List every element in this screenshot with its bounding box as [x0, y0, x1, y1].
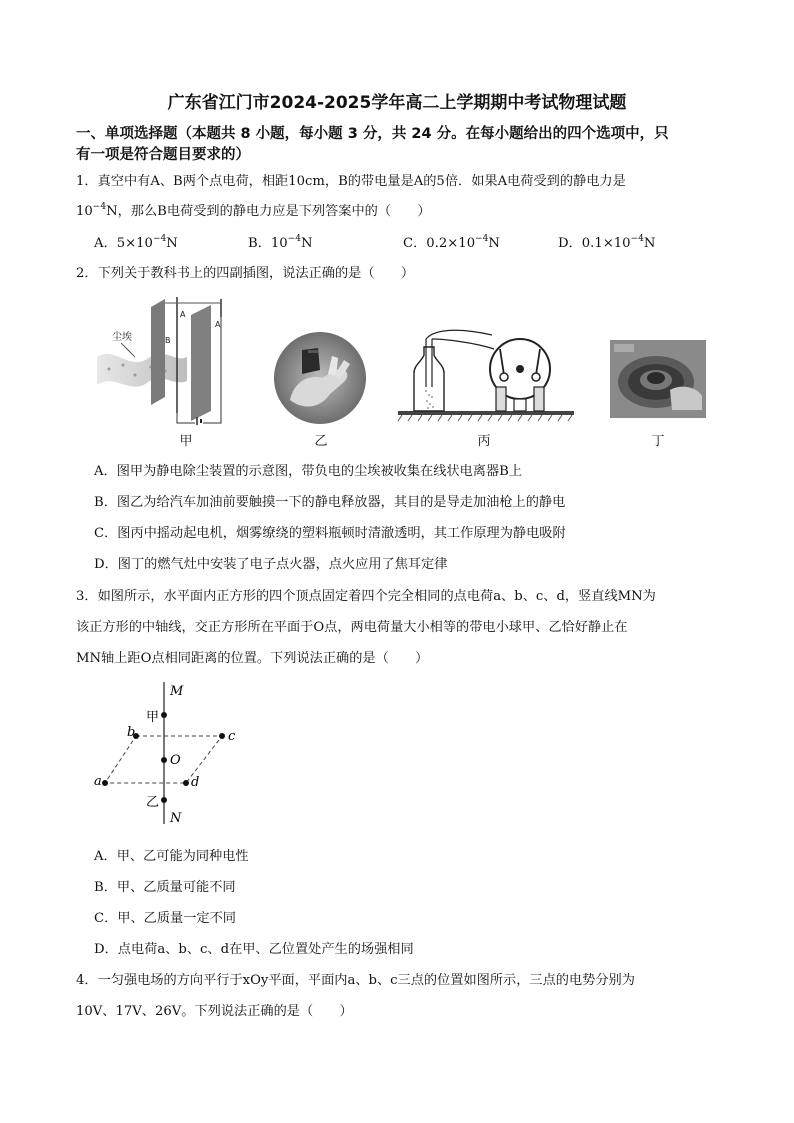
label-yi: 乙	[146, 795, 160, 810]
charge-d	[183, 780, 189, 786]
q1-stem-line2: $10^{-4}N$，那么B电荷受到的静电力应是下列答案中的（ ）	[76, 202, 431, 219]
label-b: b	[127, 725, 136, 740]
charge-a	[102, 780, 108, 786]
q1-option-a: A．$5\times 10^{-4}N$	[94, 234, 178, 251]
q2-option-c: C．图丙中摇动起电机，烟雾缭绕的塑料瓶顿时清澈透明，其工作原理为静电吸附	[94, 526, 566, 541]
plastic-bottle	[414, 347, 444, 411]
q4-stem-line2: 10V、17V、26V。下列说法正确的是（ ）	[76, 1004, 353, 1019]
collector-plate-left	[151, 299, 165, 405]
caption-bing: 丙	[477, 434, 491, 449]
caption-yi: 乙	[314, 434, 328, 449]
label-plate-b: B	[165, 336, 171, 345]
figure-q3-square-charges	[90, 678, 250, 828]
label-o: O	[170, 753, 181, 768]
ball-yi	[161, 797, 167, 803]
q1-option-c: C．$0.2\times 10^{-4}N$	[403, 234, 500, 251]
section-heading-line1: 一、单项选择题（本题共 8 小题，每小题 3 分，共 24 分。在每小题给出的四个选项中，只	[76, 126, 669, 142]
label-n: N	[170, 811, 182, 826]
ball-jia	[161, 712, 167, 718]
q1-stem-line1: 1．真空中有A、B两个点电荷，相距10cm，B的带电量是A的5倍．如果A电荷受到的静电力是	[76, 174, 626, 189]
q3-option-b: B．甲、乙质量可能不同	[94, 880, 236, 895]
collector-plate-right	[191, 305, 211, 421]
q4-stem-line1: 4．一匀强电场的方向平行于xOy平面，平面内a、b、c三点的位置如图所示，三点的电势分别为	[76, 973, 635, 988]
label-d: d	[191, 775, 200, 790]
label-plate-a: A	[180, 310, 186, 319]
charge-c	[219, 733, 225, 739]
q3-stem-line3: MN轴上距O点相同距离的位置。下列说法正确的是（ ）	[76, 651, 429, 666]
q3-stem-line2: 该正方形的中轴线，交正方形所在平面于O点，两电荷量大小相等的带电小球甲、乙恰好静止在	[76, 620, 628, 635]
q1-option-d: D．$0.1\times 10^{-4}N$	[558, 234, 656, 251]
label-dust: 尘埃	[112, 332, 132, 343]
q2-option-d: D．图丁的燃气灶中安装了电子点火器，点火应用了焦耳定律	[94, 557, 448, 572]
label-jia: 甲	[146, 710, 160, 725]
figure-yi-static-discharger	[272, 330, 368, 426]
figure-bing-electrostatic-machine	[396, 325, 576, 425]
section-heading-line2: 有一项是符合题目要求的）	[76, 147, 250, 163]
q2-option-a: A．图甲为静电除尘装置的示意图，带负电的尘埃被收集在线状电离器B上	[94, 464, 523, 479]
dust-stream	[97, 354, 187, 387]
q3-option-c: C．甲、乙质量一定不同	[94, 911, 236, 926]
q2-option-b: B．图乙为给汽车加油前要触摸一下的静电释放器，其目的是导走加油枪上的静电	[94, 495, 566, 510]
label-c: c	[228, 729, 236, 744]
q3-option-a: A．甲、乙可能为同种电性	[94, 849, 249, 864]
point-o	[161, 757, 167, 763]
q2-stem: 2．下列关于教科书上的四副插图，说法正确的是（ ）	[76, 266, 415, 281]
q3-stem-line1: 3．如图所示，水平面内正方形的四个顶点固定着四个完全相同的点电荷a、b、c、d，竖直线MN为	[76, 589, 656, 604]
caption-jia: 甲	[179, 434, 193, 449]
caption-ding: 丁	[651, 434, 665, 449]
figure-jia-precipitator	[95, 295, 230, 425]
ground-hatching	[398, 415, 572, 421]
label-a: a	[94, 774, 102, 789]
q1-option-b: B．$10^{-4}N$	[248, 234, 313, 251]
figure-ding-gas-stove	[610, 340, 706, 418]
smoke	[425, 390, 434, 409]
label-m: M	[170, 684, 184, 699]
label-plate-a2: A	[215, 320, 221, 329]
q3-option-d: D．点电荷a、b、c、d在甲、乙位置处产生的场强相同	[94, 942, 414, 957]
page-title: 广东省江门市2024-2025学年高二上学期期中考试物理试题	[167, 93, 627, 113]
